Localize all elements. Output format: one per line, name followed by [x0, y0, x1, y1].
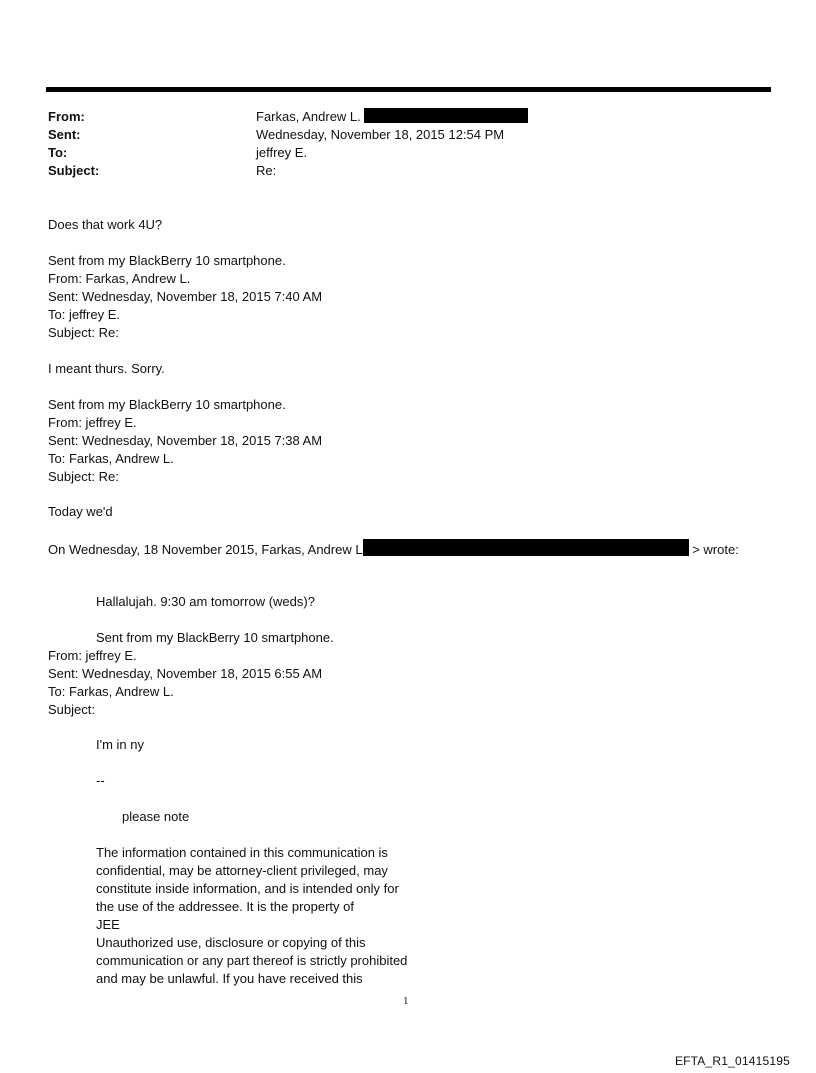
- from-label: From:: [48, 109, 85, 124]
- redaction-block: [363, 539, 689, 556]
- sent-value: Wednesday, November 18, 2015 12:54 PM: [256, 127, 505, 142]
- quote-to: To: Farkas, Andrew L.: [48, 451, 174, 466]
- quote-subject: Subject: Re:: [48, 469, 119, 484]
- subject-label: Subject:: [48, 163, 100, 178]
- signature-separator: --: [96, 773, 105, 788]
- please-note: please note: [122, 809, 190, 824]
- disclaimer-line: and may be unlawful. If you have received this: [96, 971, 363, 986]
- quote-from: From: jeffrey E.: [48, 415, 137, 430]
- disclaimer-line: JEE: [96, 917, 120, 932]
- redaction-block: [364, 108, 528, 123]
- disclaimer-line: the use of the addressee. It is the property of: [96, 899, 354, 914]
- subject-value: Re:: [256, 163, 277, 178]
- message-text: Today we'd: [48, 504, 113, 519]
- quote-sent: Sent: Wednesday, November 18, 2015 6:55 AM: [48, 666, 323, 681]
- to-label: To:: [48, 145, 68, 160]
- message-text: I meant thurs. Sorry.: [48, 361, 165, 376]
- page-number: 1: [403, 995, 409, 1007]
- quote-to: To: Farkas, Andrew L.: [48, 684, 174, 699]
- quote-subject: Subject: Re:: [48, 325, 119, 340]
- quote-sent: Sent: Wednesday, November 18, 2015 7:38 AM: [48, 433, 323, 448]
- document-id: EFTA_R1_01415195: [674, 1054, 790, 1068]
- sent-label: Sent:: [48, 127, 81, 142]
- on-wrote-suffix: > wrote:: [692, 542, 739, 557]
- disclaimer-line: Unauthorized use, disclosure or copying of this: [96, 935, 366, 950]
- disclaimer-line: confidential, may be attorney-client privileged, may: [96, 863, 388, 878]
- quote-sent: Sent: Wednesday, November 18, 2015 7:40 AM: [48, 289, 323, 304]
- quote-subject: Subject:: [48, 702, 95, 717]
- quote-sent-from: Sent from my BlackBerry 10 smartphone.: [48, 397, 286, 412]
- disclaimer-line: constitute inside information, and is intended only for: [96, 881, 399, 896]
- from-value: Farkas, Andrew L.: [256, 108, 528, 126]
- message-text: Does that work 4U?: [48, 217, 163, 232]
- quote-from: From: jeffrey E.: [48, 648, 137, 663]
- on-wrote-line: [48, 539, 739, 558]
- disclaimer-line: The information contained in this communication is: [96, 845, 388, 860]
- message-text: I'm in ny: [96, 737, 144, 752]
- message-text: Hallalujah. 9:30 am tomorrow (weds)?: [96, 594, 315, 609]
- to-value: jeffrey E.: [256, 145, 308, 160]
- quote-sent-from: Sent from my BlackBerry 10 smartphone.: [96, 630, 334, 645]
- on-wrote-prefix: On Wednesday, 18 November 2015, Farkas, Andrew L: [48, 542, 363, 557]
- quote-from: From: Farkas, Andrew L.: [48, 271, 191, 286]
- quote-to: To: jeffrey E.: [48, 307, 121, 322]
- quote-sent-from: Sent from my BlackBerry 10 smartphone.: [48, 253, 286, 268]
- disclaimer-line: communication or any part thereof is strictly prohibited: [96, 953, 408, 968]
- header-rule: [46, 87, 771, 92]
